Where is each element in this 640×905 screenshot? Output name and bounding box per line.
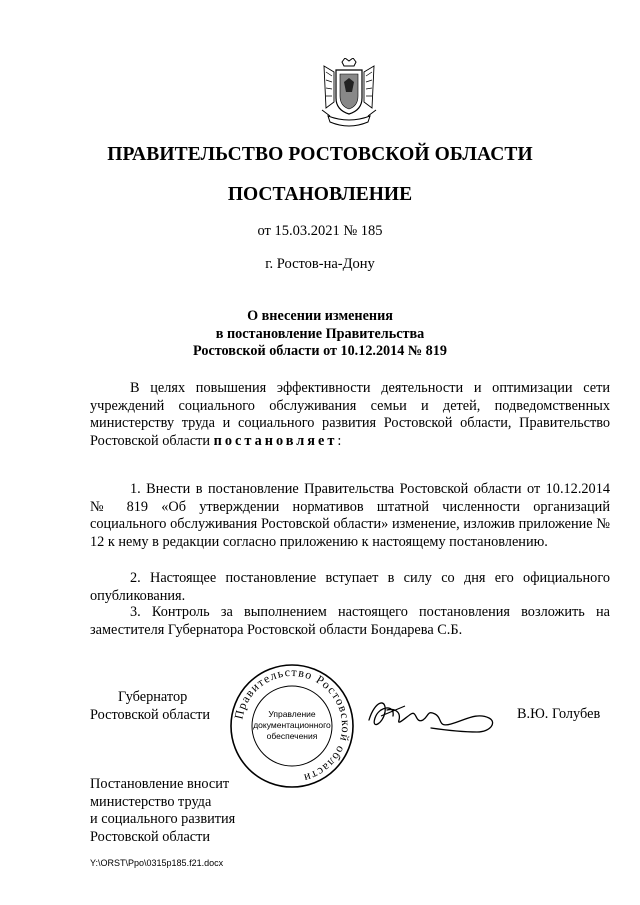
official-seal-stamp	[228, 662, 356, 790]
subject-line: Ростовской области от 10.12.2014 № 819	[193, 343, 447, 359]
paragraph-2	[90, 570, 610, 605]
note-line: Постановление вносит	[90, 776, 230, 792]
file-path: Y:\ORST\Ppo\0315p185.f21.docx	[90, 858, 224, 868]
seal-center-line: обеспечения	[266, 731, 318, 741]
subject-line: О внесении изменения	[247, 308, 393, 324]
submission-note	[90, 776, 235, 846]
document-type: ПОСТАНОВЛЕНИЕ	[227, 184, 413, 205]
paragraph-3	[90, 604, 610, 639]
seal-center-line: документационного	[253, 720, 331, 730]
governor-title	[90, 688, 210, 724]
organization-title: ПРАВИТЕЛЬСТВО РОСТОВСКОЙ ОБЛАСТИ	[107, 144, 533, 165]
subject-line: в постановление Правительства	[215, 325, 425, 342]
governor-title-line: Губернатор	[118, 689, 188, 705]
document-city: г. Ростов-на-Дону	[265, 256, 375, 272]
coat-of-arms-icon	[318, 58, 380, 130]
governor-title-line: Ростовской области	[90, 707, 211, 723]
note-line: министерство труда	[90, 793, 212, 810]
handwritten-signature-icon	[365, 690, 500, 740]
intro-paragraph	[90, 380, 610, 450]
seal-ring-text: Правительство Ростовской области	[231, 664, 354, 786]
seal-center-line: Управление	[268, 709, 316, 719]
paragraph-1-text: 1. Внести в постановление Правительства Ростовской области от 10.12.2014 № 819 «Об утверждении нормативов штатной численности организаций социального обслуживания Ростовской области» изменение, изложив приложение № 12 к нему в редакции согласно приложению к настоящему постановлению.	[90, 481, 610, 550]
intro-keyword: постановляет	[213, 432, 338, 449]
governor-name: В.Ю. Голубев	[517, 706, 601, 722]
paragraph-3-text: 3. Контроль за выполнением настоящего постановления возложить на заместителя Губернатора Ростовской области Бондарева С.Б.	[90, 604, 610, 638]
paragraph-1	[90, 481, 610, 551]
document-date-number: от 15.03.2021 № 185	[257, 223, 383, 239]
intro-text: В целях повышения эффективности деятельности и оптимизации сети учреждений социального обслуживания семьи и детей, подведомственных министерству труда и социального развития Ростовской области, Правительство Ростовской области	[90, 380, 610, 449]
note-line: Ростовской области	[90, 828, 211, 845]
paragraph-2-text: 2. Настоящее постановление вступает в силу со дня его официального опубликования.	[90, 570, 610, 604]
intro-colon: :	[337, 432, 342, 449]
note-line: и социального развития	[90, 811, 236, 827]
document-subject	[0, 308, 640, 361]
